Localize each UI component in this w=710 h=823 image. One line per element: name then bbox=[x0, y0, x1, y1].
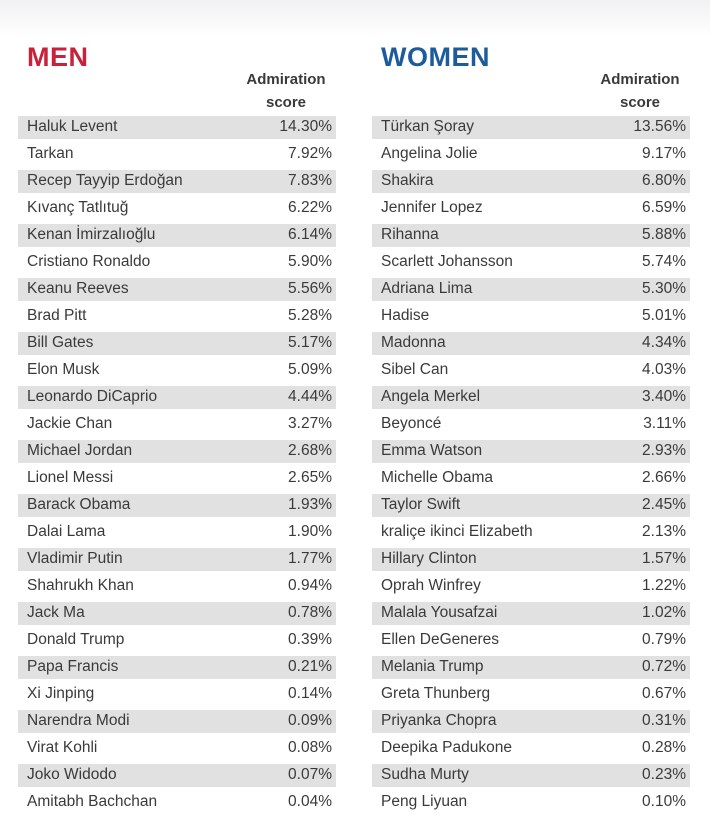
person-name: Jackie Chan bbox=[27, 415, 113, 432]
person-name: Barack Obama bbox=[27, 496, 131, 513]
person-name: Angela Merkel bbox=[381, 388, 481, 405]
person-name: Jack Ma bbox=[27, 604, 85, 621]
admiration-score: 0.09% bbox=[288, 712, 332, 729]
person-name: Madonna bbox=[381, 334, 446, 351]
person-name: Oprah Winfrey bbox=[381, 577, 481, 594]
admiration-score: 5.28% bbox=[288, 307, 332, 324]
table-row bbox=[372, 519, 690, 546]
admiration-score: 5.88% bbox=[642, 226, 686, 243]
person-name: Narendra Modi bbox=[27, 712, 130, 729]
admiration-score: 1.57% bbox=[642, 550, 686, 567]
admiration-score: 0.07% bbox=[288, 766, 332, 783]
person-name: Taylor Swift bbox=[381, 496, 461, 513]
person-name: Michael Jordan bbox=[27, 442, 133, 459]
person-name: Elon Musk bbox=[27, 361, 100, 378]
admiration-score: 0.78% bbox=[288, 604, 332, 621]
admiration-score: 0.31% bbox=[642, 712, 686, 729]
person-name: Michelle Obama bbox=[381, 469, 493, 486]
table-row bbox=[18, 519, 336, 546]
person-name: Xi Jinping bbox=[27, 685, 95, 702]
admiration-score: 0.72% bbox=[642, 658, 686, 675]
admiration-score: 0.79% bbox=[642, 631, 686, 648]
admiration-score: 3.40% bbox=[642, 388, 686, 405]
person-name: Joko Widodo bbox=[27, 766, 117, 783]
person-name: kraliçe ikinci Elizabeth bbox=[381, 523, 533, 540]
admiration-score: 5.90% bbox=[288, 253, 332, 270]
admiration-score: 0.67% bbox=[642, 685, 686, 702]
table-row bbox=[372, 789, 690, 816]
admiration-score: 5.74% bbox=[642, 253, 686, 270]
women-panel bbox=[372, 38, 690, 810]
admiration-score: 4.44% bbox=[288, 388, 332, 405]
table-row bbox=[18, 357, 336, 384]
table-row bbox=[18, 735, 336, 762]
person-name: Shakira bbox=[381, 172, 434, 189]
admiration-score: 0.94% bbox=[288, 577, 332, 594]
score-header-line-1: Admiration bbox=[600, 71, 680, 88]
person-name: Scarlett Johansson bbox=[381, 253, 513, 270]
admiration-score: 2.68% bbox=[288, 442, 332, 459]
person-name: Amitabh Bachchan bbox=[27, 793, 158, 810]
table-row bbox=[18, 573, 336, 600]
person-name: Kıvanç Tatlıtuğ bbox=[27, 199, 129, 216]
person-name: Melania Trump bbox=[381, 658, 484, 675]
person-name: Rihanna bbox=[381, 226, 439, 243]
men-panel bbox=[18, 38, 336, 810]
person-name: Kenan İmirzalıoğlu bbox=[27, 226, 156, 243]
table-row bbox=[18, 195, 336, 222]
admiration-score: 4.34% bbox=[642, 334, 686, 351]
person-name: Sudha Murty bbox=[381, 766, 469, 783]
admiration-score: 6.80% bbox=[642, 172, 686, 189]
admiration-score: 6.14% bbox=[288, 226, 332, 243]
admiration-score: 0.14% bbox=[288, 685, 332, 702]
person-name: Donald Trump bbox=[27, 631, 125, 648]
person-name: Bill Gates bbox=[27, 334, 94, 351]
table-row bbox=[372, 654, 690, 681]
table-row bbox=[18, 681, 336, 708]
table-row bbox=[372, 168, 690, 195]
person-name: Beyoncé bbox=[381, 415, 442, 432]
admiration-score: 4.03% bbox=[642, 361, 686, 378]
person-name: Hadise bbox=[381, 307, 430, 324]
table-row bbox=[372, 141, 690, 168]
women-score-header bbox=[590, 68, 690, 114]
person-name: Ellen DeGeneres bbox=[381, 631, 500, 648]
table-row bbox=[18, 492, 336, 519]
table-row bbox=[372, 492, 690, 519]
admiration-score: 0.08% bbox=[288, 739, 332, 756]
table-row bbox=[18, 114, 336, 141]
table-row bbox=[18, 600, 336, 627]
table-row bbox=[18, 249, 336, 276]
admiration-score: 1.93% bbox=[288, 496, 332, 513]
table-row bbox=[18, 762, 336, 789]
table-row bbox=[18, 465, 336, 492]
table-row bbox=[372, 735, 690, 762]
admiration-score: 2.13% bbox=[642, 523, 686, 540]
table-row bbox=[18, 276, 336, 303]
table-row bbox=[372, 465, 690, 492]
table-row bbox=[18, 222, 336, 249]
table-row bbox=[372, 303, 690, 330]
admiration-score: 5.09% bbox=[288, 361, 332, 378]
person-name: Adriana Lima bbox=[381, 280, 473, 297]
person-name: Keanu Reeves bbox=[27, 280, 129, 297]
admiration-score: 5.01% bbox=[642, 307, 686, 324]
admiration-score: 3.27% bbox=[288, 415, 332, 432]
table-row bbox=[372, 411, 690, 438]
table-row bbox=[372, 384, 690, 411]
admiration-score: 1.22% bbox=[642, 577, 686, 594]
table-row bbox=[18, 438, 336, 465]
admiration-score: 0.04% bbox=[288, 793, 332, 810]
person-name: Angelina Jolie bbox=[381, 145, 478, 162]
admiration-score: 5.30% bbox=[642, 280, 686, 297]
person-name: Recep Tayyip Erdoğan bbox=[27, 172, 183, 189]
table-row bbox=[372, 249, 690, 276]
table-row bbox=[372, 195, 690, 222]
admiration-score: 9.17% bbox=[642, 145, 686, 162]
men-header bbox=[18, 38, 336, 114]
score-header-line-1: Admiration bbox=[246, 71, 326, 88]
admiration-score: 6.22% bbox=[288, 199, 332, 216]
table-row bbox=[372, 276, 690, 303]
score-header-line-2: score bbox=[619, 94, 661, 111]
admiration-score: 0.10% bbox=[642, 793, 686, 810]
person-name: Türkan Şoray bbox=[381, 118, 475, 135]
admiration-score: 1.77% bbox=[288, 550, 332, 567]
table-row bbox=[372, 357, 690, 384]
person-name: Greta Thunberg bbox=[381, 685, 491, 702]
table-row bbox=[18, 141, 336, 168]
person-name: Tarkan bbox=[27, 145, 74, 162]
admiration-score: 1.02% bbox=[642, 604, 686, 621]
women-header bbox=[372, 38, 690, 114]
score-header-line-2: score bbox=[265, 94, 307, 111]
person-name: Deepika Padukone bbox=[381, 739, 512, 756]
person-name: Lionel Messi bbox=[27, 469, 114, 486]
admiration-score: 0.28% bbox=[642, 739, 686, 756]
person-name: Sibel Can bbox=[381, 361, 449, 378]
person-name: Brad Pitt bbox=[27, 307, 87, 324]
person-name: Priyanka Chopra bbox=[381, 712, 497, 729]
admiration-score: 14.30% bbox=[279, 118, 332, 135]
person-name: Dalai Lama bbox=[27, 523, 106, 540]
admiration-score: 3.11% bbox=[643, 415, 686, 432]
women-table bbox=[372, 114, 690, 816]
table-row bbox=[372, 600, 690, 627]
table-row bbox=[18, 384, 336, 411]
admiration-score: 13.56% bbox=[633, 118, 686, 135]
person-name: Leonardo DiCaprio bbox=[27, 388, 158, 405]
person-name: Jennifer Lopez bbox=[381, 199, 483, 216]
person-name: Peng Liyuan bbox=[381, 793, 468, 810]
person-name: Malala Yousafzai bbox=[381, 604, 498, 621]
table-row bbox=[372, 438, 690, 465]
table-row bbox=[18, 789, 336, 816]
person-name: Shahrukh Khan bbox=[27, 577, 134, 594]
table-row bbox=[18, 411, 336, 438]
person-name: Virat Kohli bbox=[27, 739, 98, 756]
table-row bbox=[372, 762, 690, 789]
person-name: Haluk Levent bbox=[27, 118, 118, 135]
admiration-score: 1.90% bbox=[288, 523, 332, 540]
person-name: Emma Watson bbox=[381, 442, 483, 459]
table-row bbox=[18, 168, 336, 195]
men-score-header bbox=[236, 68, 336, 114]
admiration-score: 7.92% bbox=[288, 145, 332, 162]
table-row bbox=[372, 708, 690, 735]
table-row bbox=[18, 330, 336, 357]
admiration-score: 2.93% bbox=[642, 442, 686, 459]
admiration-score: 7.83% bbox=[288, 172, 332, 189]
men-title: MEN bbox=[27, 42, 89, 72]
admiration-score: 0.21% bbox=[288, 658, 332, 675]
table-row bbox=[372, 573, 690, 600]
admiration-score: 2.45% bbox=[642, 496, 686, 513]
admiration-score: 0.23% bbox=[642, 766, 686, 783]
person-name: Hillary Clinton bbox=[381, 550, 477, 567]
person-name: Cristiano Ronaldo bbox=[27, 253, 151, 270]
admiration-score: 5.56% bbox=[288, 280, 332, 297]
table-row bbox=[372, 681, 690, 708]
table-row bbox=[18, 546, 336, 573]
person-name: Papa Francis bbox=[27, 658, 119, 675]
admiration-score: 2.66% bbox=[642, 469, 686, 486]
table-row bbox=[372, 114, 690, 141]
table-row bbox=[18, 654, 336, 681]
admiration-score: 5.17% bbox=[288, 334, 332, 351]
table-row bbox=[372, 222, 690, 249]
admiration-score: 2.65% bbox=[288, 469, 332, 486]
women-title: WOMEN bbox=[381, 42, 490, 72]
table-row bbox=[18, 708, 336, 735]
admiration-score: 0.39% bbox=[288, 631, 332, 648]
table-row bbox=[18, 627, 336, 654]
men-table bbox=[18, 114, 336, 816]
table-row bbox=[372, 627, 690, 654]
admiration-score: 6.59% bbox=[642, 199, 686, 216]
table-row bbox=[372, 546, 690, 573]
person-name: Vladimir Putin bbox=[27, 550, 123, 567]
table-row bbox=[18, 303, 336, 330]
table-row bbox=[372, 330, 690, 357]
